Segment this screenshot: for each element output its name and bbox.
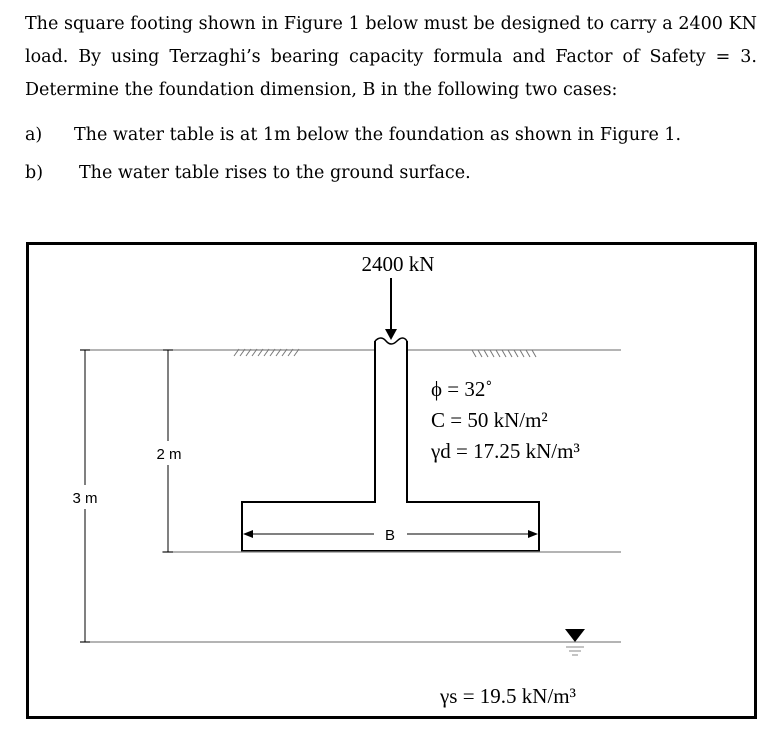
problem-line-1: The square footing shown in Figure 1 below must be designed to carry a 2400 KN [25,14,757,34]
case-a-text: The water table is at 1m below the foundation as shown in Figure 1. [74,125,682,145]
gamma-s-label: γs = 19.5 kN/m³ [440,684,576,708]
problem-line-2: load. By using Terzaghi’s bearing capacity formula and Factor of Safety = 3. [25,47,757,67]
dimension-3m-label: 3 m [72,490,98,507]
problem-line-3: Determine the foundation dimension, B in the following two cases: [25,80,618,100]
soil-hatch-right [472,350,536,357]
load-arrowhead [385,329,397,340]
load-label: 2400 kN [361,252,435,276]
footing-diagram [29,245,754,716]
problem-statement [25,8,757,107]
water-table-icon [565,629,585,642]
cohesion-label: C = 50 kN/m² [431,408,548,432]
case-a-marker: a) [25,125,43,145]
dimension-b-label: B [384,527,396,544]
figure-1 [26,242,757,719]
dimension-2m-label: 2 m [156,446,182,463]
gamma-d-label: γd = 17.25 kN/m³ [431,439,580,463]
case-b-text: The water table rises to the ground surface. [79,163,471,183]
case-b-marker: b) [25,163,44,183]
phi-label: ϕ = 32˚ [431,377,493,401]
